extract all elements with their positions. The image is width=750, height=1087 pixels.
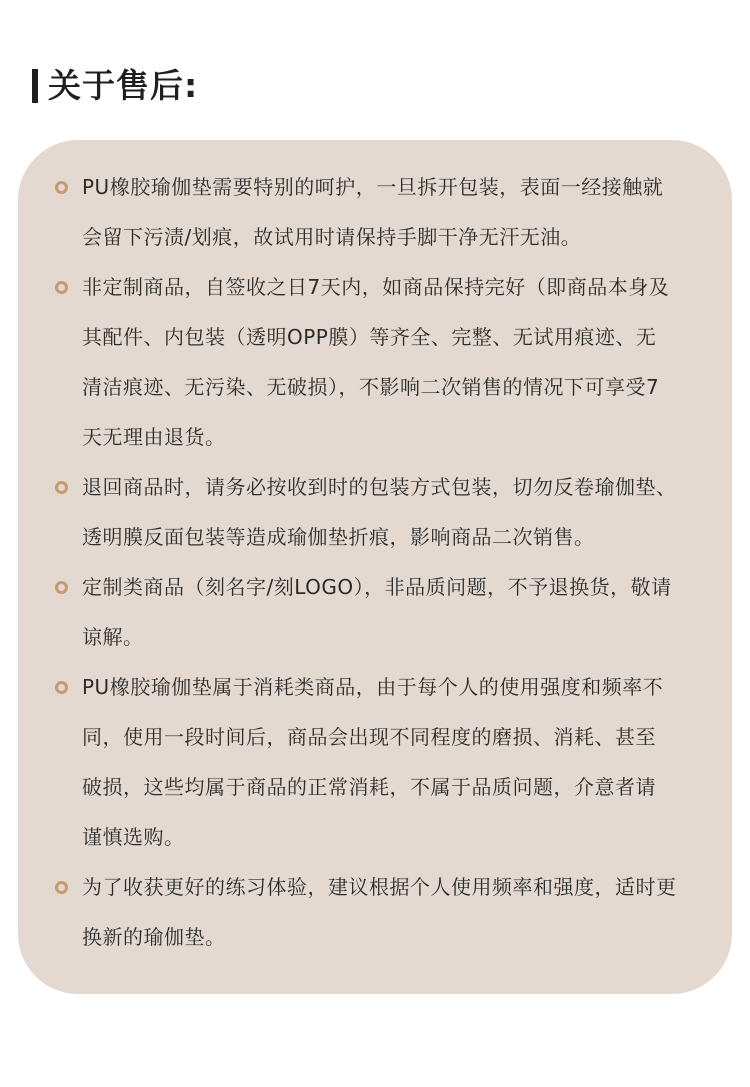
list-item [36, 862, 718, 962]
list-item-line: 透明膜反面包装等造成瑜伽垫折痕，影响商品二次销售。 [82, 525, 595, 549]
list-item-line: 破损，这些均属于商品的正常消耗，不属于品质问题，介意者请 [82, 775, 656, 799]
list-item-line: 定制类商品（刻名字/刻LOGO），非品质问题，不予退换货，敬请 [82, 575, 672, 599]
list-item [36, 162, 718, 262]
page-title: 关于售后: [48, 66, 199, 105]
list-item [36, 262, 718, 462]
bullet-ring-icon [55, 181, 68, 194]
list-item [36, 462, 718, 562]
list-item-line: PU橡胶瑜伽垫属于消耗类商品，由于每个人的使用强度和频率不 [82, 675, 664, 699]
list-item-line: 清洁痕迹、无污染、无破损），不影响二次销售的情况下可享受7 [82, 375, 660, 399]
list-item-line: 会留下污渍/划痕，故试用时请保持手脚干净无汗无油。 [82, 225, 582, 249]
bullet-ring-icon [55, 681, 68, 694]
bullet-ring-icon [55, 281, 68, 294]
list-item-line: 天无理由退货。 [82, 425, 226, 449]
bullet-ring-icon [55, 881, 68, 894]
list-item-line: 为了收获更好的练习体验，建议根据个人使用频率和强度，适时更 [82, 875, 677, 899]
list-item-line: 换新的瑜伽垫。 [82, 925, 226, 949]
list-item-line: 谨慎选购。 [82, 825, 185, 849]
bullet-ring-icon [55, 481, 68, 494]
list-item-line: 谅解。 [82, 625, 144, 649]
list-item [36, 562, 718, 662]
heading-accent-bar [32, 69, 38, 103]
list-item-line: 其配件、内包装（透明OPP膜）等齐全、完整、无试用痕迹、无 [82, 325, 657, 349]
bullet-ring-icon [55, 581, 68, 594]
after-sales-card [18, 140, 732, 994]
list-item-line: 退回商品时，请务必按收到时的包装方式包装，切勿反卷瑜伽垫、 [82, 475, 677, 499]
list-item-line: 同，使用一段时间后，商品会出现不同程度的磨损、消耗、甚至 [82, 725, 656, 749]
list-item-line: 非定制商品，自签收之日7天内，如商品保持完好（即商品本身及 [82, 275, 670, 299]
section-heading [32, 66, 198, 106]
list-item-line: PU橡胶瑜伽垫需要特别的呵护，一旦拆开包装，表面一经接触就 [82, 175, 664, 199]
list-item [36, 662, 718, 862]
